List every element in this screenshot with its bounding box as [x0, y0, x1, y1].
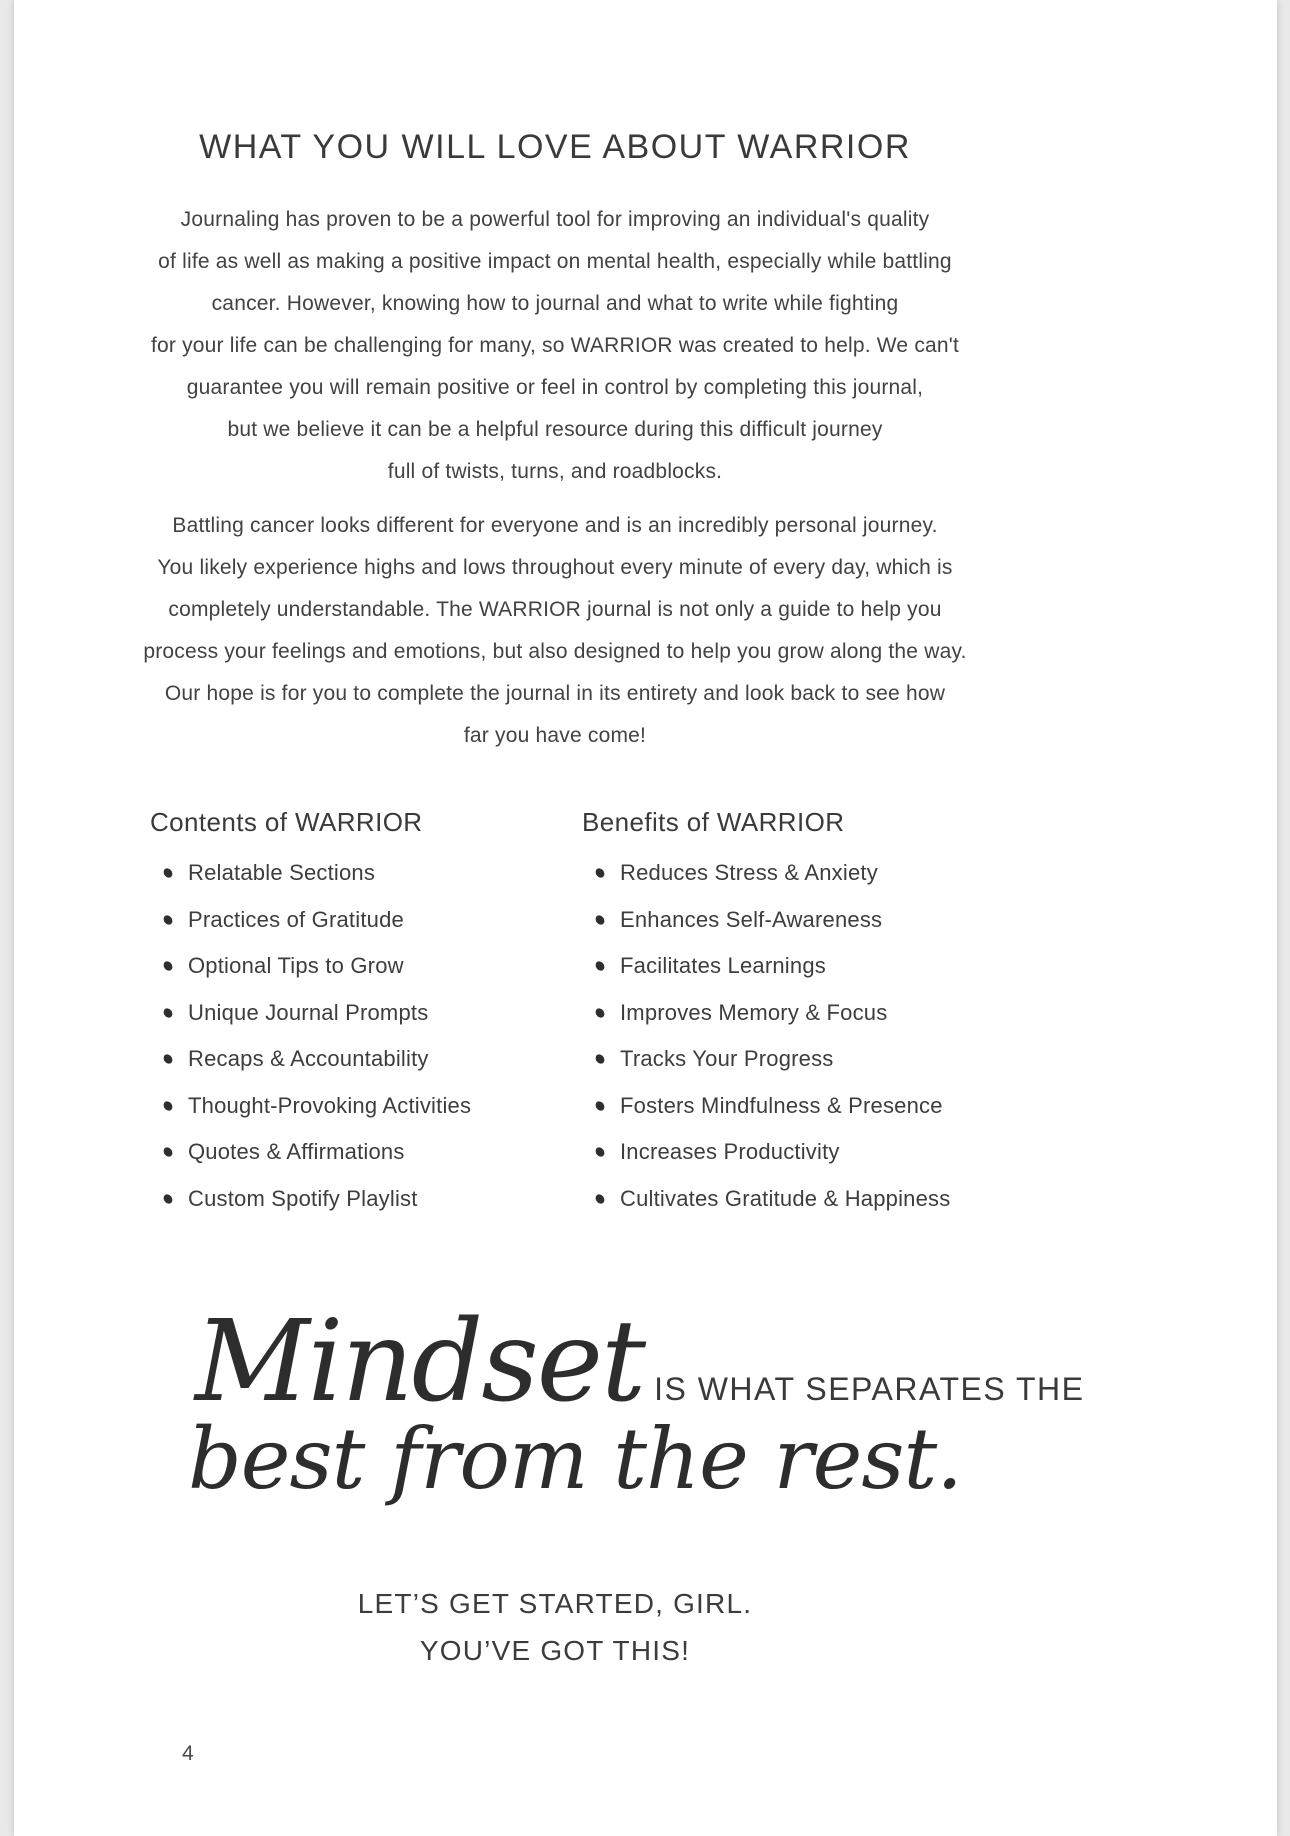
list-item-label: Cultivates Gratitude & Happiness — [620, 1185, 951, 1211]
page-content — [75, 0, 1085, 1674]
bullet-icon — [594, 1099, 606, 1112]
paragraph-line: cancer. However, knowing how to journal and what to write while fighting — [211, 292, 899, 315]
list-item-label: Practices of Gratitude — [188, 906, 404, 932]
list-item-label: Enhances Self-Awareness — [620, 906, 883, 932]
list-item — [596, 990, 950, 1037]
bullet-icon — [162, 960, 174, 973]
paragraph-line: far you have come! — [463, 724, 647, 747]
paragraph-line: but we believe it can be a helpful resource during this difficult journey — [227, 418, 883, 441]
feature-columns — [75, 807, 1035, 1222]
bullet-icon — [594, 1192, 606, 1205]
bullet-icon — [162, 1053, 174, 1066]
quote-caps-text: IS WHAT SEPARATES THE — [654, 1371, 1085, 1407]
contents-heading: Contents of WARRIOR — [150, 807, 423, 837]
intro-paragraph-2 — [75, 505, 1035, 757]
list-item-label: Improves Memory & Focus — [620, 999, 888, 1025]
contents-list — [150, 850, 582, 1222]
list-item-label: Fosters Mindfulness & Presence — [620, 1092, 943, 1118]
list-item-label: Reduces Stress & Anxiety — [620, 860, 878, 886]
benefits-column — [582, 807, 950, 1222]
journal-page — [14, 0, 1277, 1836]
list-item — [164, 1083, 582, 1130]
list-item-label: Tracks Your Progress — [620, 1046, 834, 1072]
bullet-icon — [162, 1006, 174, 1019]
mindset-quote — [75, 1297, 1085, 1509]
page-number: 4 — [182, 1742, 194, 1765]
list-item-label: Increases Productivity — [620, 1139, 840, 1165]
list-item-label: Thought-Provoking Activities — [188, 1092, 472, 1118]
quote-script-word: Mindset — [195, 1297, 645, 1427]
bullet-icon — [594, 867, 606, 880]
cta-block — [75, 1580, 1035, 1674]
benefits-heading: Benefits of WARRIOR — [582, 807, 845, 837]
list-item — [164, 1036, 582, 1083]
bullet-icon — [162, 1099, 174, 1112]
bullet-icon — [594, 1006, 606, 1019]
list-item — [164, 1129, 582, 1176]
paragraph-line: Journaling has proven to be a powerful tool for improving an individual's quality — [180, 208, 930, 231]
intro-paragraph-1 — [75, 199, 1035, 493]
paragraph-line: process your feelings and emotions, but also designed to help you grow along the way. — [143, 640, 967, 663]
list-item — [596, 1036, 950, 1083]
list-item — [164, 897, 582, 944]
list-item — [596, 943, 950, 990]
list-item-label: Recaps & Accountability — [188, 1046, 429, 1072]
list-item-label: Unique Journal Prompts — [188, 999, 429, 1025]
list-item — [596, 850, 950, 897]
list-item — [596, 1129, 950, 1176]
list-item — [164, 850, 582, 897]
paragraph-line: guarantee you will remain positive or feel in control by completing this journal, — [186, 376, 924, 399]
bullet-icon — [594, 913, 606, 926]
list-item — [596, 1083, 950, 1130]
bullet-icon — [162, 1146, 174, 1159]
bullet-icon — [162, 913, 174, 926]
list-item — [596, 897, 950, 944]
benefits-list — [582, 850, 950, 1222]
paragraph-line: for your life can be challenging for many, so WARRIOR was created to help. We can't — [150, 334, 960, 357]
bullet-icon — [162, 1192, 174, 1205]
list-item-label: Custom Spotify Playlist — [188, 1185, 418, 1211]
list-item — [164, 1176, 582, 1223]
bullet-icon — [594, 1053, 606, 1066]
list-item-label: Relatable Sections — [188, 860, 376, 886]
contents-column — [150, 807, 582, 1222]
list-item — [164, 943, 582, 990]
bullet-icon — [162, 867, 174, 880]
list-item-label: Optional Tips to Grow — [188, 953, 404, 979]
paragraph-line: Battling cancer looks different for everyone and is an incredibly personal journey. — [172, 514, 938, 537]
paragraph-line: full of twists, turns, and roadblocks. — [387, 460, 723, 483]
paragraph-line: Our hope is for you to complete the journal in its entirety and look back to see how — [164, 682, 946, 705]
list-item — [164, 990, 582, 1037]
bullet-icon — [594, 1146, 606, 1159]
quote-script-line-2: best from the rest. — [188, 1410, 962, 1509]
list-item — [596, 1176, 950, 1223]
list-item-label: Quotes & Affirmations — [188, 1139, 405, 1165]
list-item-label: Facilitates Learnings — [620, 953, 826, 979]
page-title: WHAT YOU WILL LOVE ABOUT WARRIOR — [199, 128, 911, 166]
quote-line-1 — [195, 1297, 1085, 1427]
cta-line-2: YOU’VE GOT THIS! — [419, 1635, 691, 1667]
paragraph-line: You likely experience highs and lows throughout every minute of every day, which is — [157, 556, 953, 579]
paragraph-line: completely understandable. The WARRIOR journal is not only a guide to help you — [168, 598, 942, 621]
paragraph-line: of life as well as making a positive impact on mental health, especially while battling — [158, 250, 952, 273]
cta-line-1: LET’S GET STARTED, GIRL. — [357, 1588, 753, 1620]
bullet-icon — [594, 960, 606, 973]
